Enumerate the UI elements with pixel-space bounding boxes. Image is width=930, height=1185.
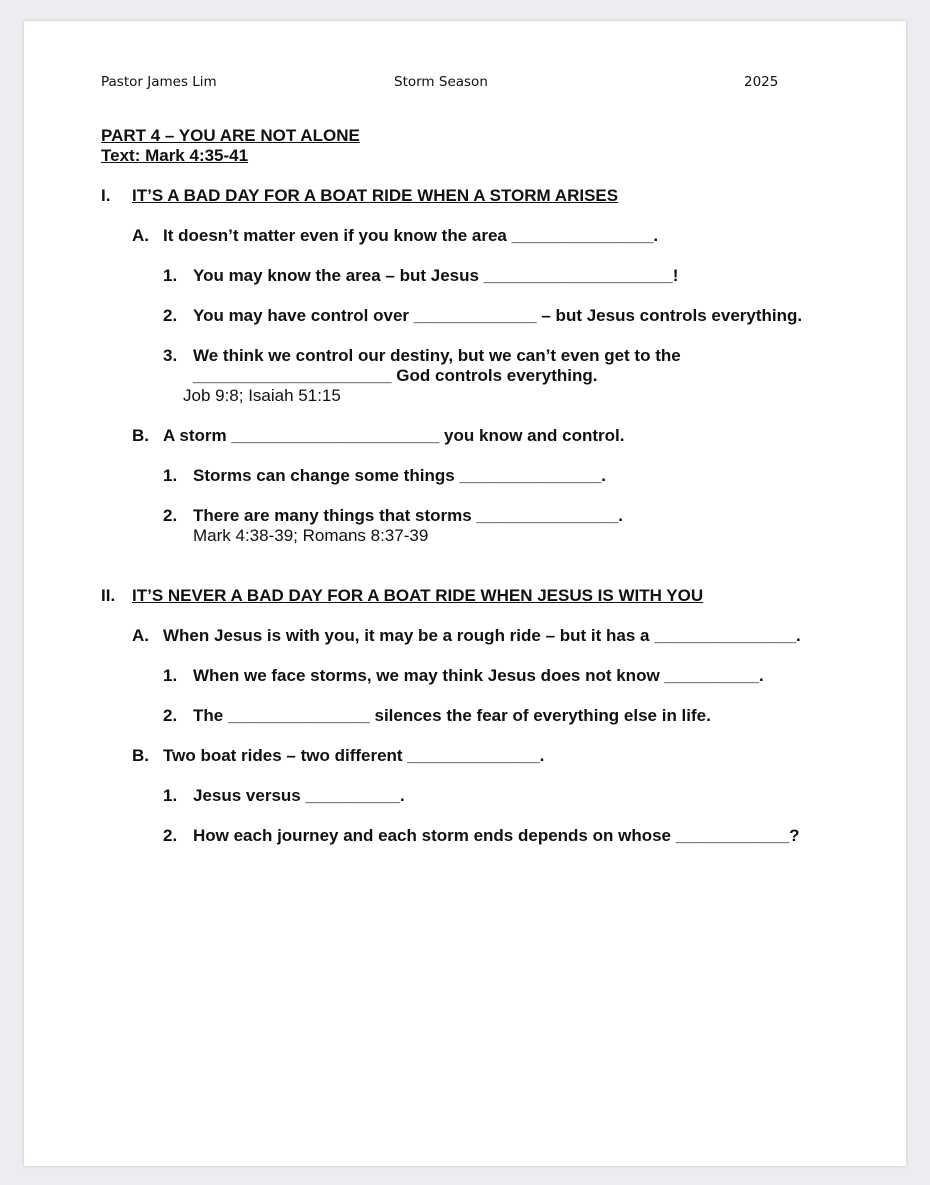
item-text: When we face storms, we may think Jesus does not know __________.	[193, 666, 764, 685]
part-title: PART 4 – YOU ARE NOT ALONE	[101, 126, 360, 145]
section-heading: IT’S NEVER A BAD DAY FOR A BOAT RIDE WHEN JESUS IS WITH YOU	[132, 586, 704, 605]
item-number: 2.	[163, 826, 178, 845]
document-page	[24, 21, 906, 1166]
point-letter: B.	[132, 426, 149, 445]
item-number: 1.	[163, 786, 178, 805]
item-text: You may know the area – but Jesus ____________________!	[193, 266, 679, 285]
header-author: Pastor James Lim	[101, 74, 217, 90]
item-number: 2.	[163, 306, 178, 325]
item-text: Jesus versus __________.	[193, 786, 405, 805]
point-text: It doesn’t matter even if you know the area _______________.	[163, 226, 659, 245]
item-number: 1.	[163, 666, 178, 685]
point-letter: B.	[132, 746, 149, 765]
item-text-line2: _____________________ God controls everything.	[193, 366, 598, 385]
scripture-reference: Mark 4:38-39; Romans 8:37-39	[193, 526, 429, 545]
point-text: Two boat rides – two different ______________.	[163, 746, 545, 765]
point-text: When Jesus is with you, it may be a rough ride – but it has a _______________.	[163, 626, 801, 645]
item-text: You may have control over _____________ – but Jesus controls everything.	[193, 306, 803, 325]
scripture-reference: Job 9:8; Isaiah 51:15	[183, 386, 341, 405]
item-number: 1.	[163, 266, 178, 285]
point-letter: A.	[132, 626, 149, 645]
item-number: 3.	[163, 346, 178, 365]
item-number: 2.	[163, 506, 178, 525]
header-year: 2025	[744, 74, 779, 90]
item-text: Storms can change some things _______________.	[193, 466, 606, 485]
item-text: The _______________ silences the fear of everything else in life.	[193, 706, 711, 725]
point-letter: A.	[132, 226, 149, 245]
section-numeral: I.	[101, 186, 111, 205]
part-text-reference: Text: Mark 4:35-41	[101, 146, 249, 165]
item-text: There are many things that storms _______________.	[193, 506, 623, 525]
item-text-line1: We think we control our destiny, but we can’t even get to the	[193, 346, 681, 365]
header-series-title: Storm Season	[394, 74, 488, 90]
section-numeral: II.	[101, 586, 116, 605]
section-heading: IT’S A BAD DAY FOR A BOAT RIDE WHEN A STORM ARISES	[132, 186, 619, 205]
item-text: How each journey and each storm ends depends on whose ____________?	[193, 826, 800, 845]
point-text: A storm ______________________ you know and control.	[163, 426, 625, 445]
item-number: 2.	[163, 706, 178, 725]
item-number: 1.	[163, 466, 178, 485]
